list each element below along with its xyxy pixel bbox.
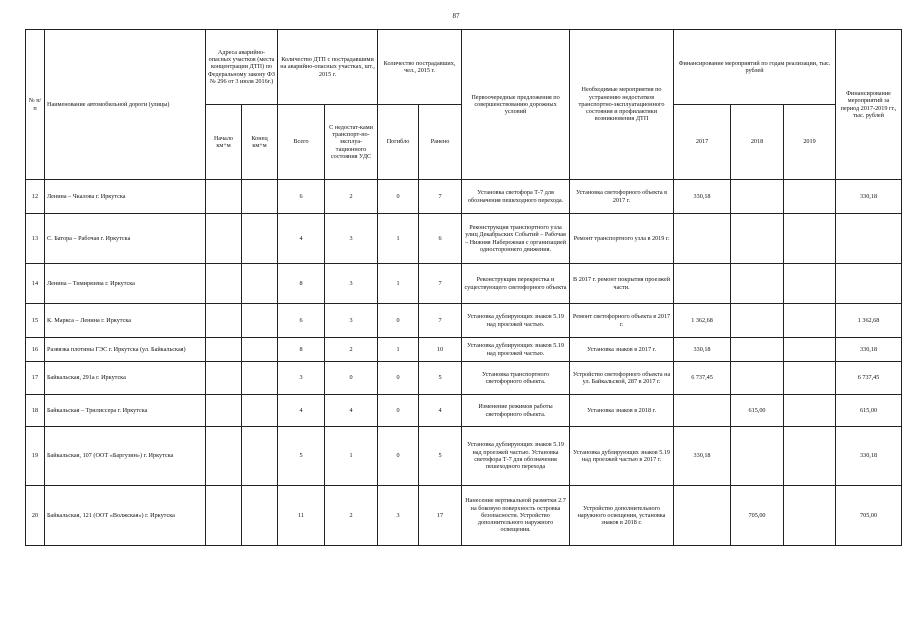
page-number: 87 [452, 12, 460, 20]
cell-dtp-total: 4 [278, 395, 325, 427]
cell-2017: 330,18 [674, 427, 731, 486]
cell-measure: Ремонт транспортного узла в 2019 г. [570, 214, 674, 264]
cell-measure: Установка знаков в 2018 г. [570, 395, 674, 427]
cell-funding-total: 615,00 [836, 395, 902, 427]
cell-end [242, 214, 278, 264]
cell-num: 20 [26, 486, 45, 546]
cell-measure: Установка светофорного объекта в 2017 г. [570, 180, 674, 214]
cell-proposal: Установка дублирующих знаков 5.19 над проезжей частью. Установка светофора Т-7 для обозначения пешеходного перехода [462, 427, 570, 486]
cell-proposal: Установка транспортного светофорного объекта. [462, 362, 570, 395]
cell-injured: 7 [419, 180, 462, 214]
cell-num: 17 [26, 362, 45, 395]
cell-start [206, 214, 242, 264]
cell-killed: 0 [378, 180, 419, 214]
cell-end [242, 362, 278, 395]
cell-road: Байкальская, 291а г. Иркутска [45, 362, 206, 395]
cell-2018 [731, 214, 784, 264]
header-killed: Погибло [378, 105, 419, 180]
header-dtp-total: Всего [278, 105, 325, 180]
cell-2018 [731, 304, 784, 338]
cell-num: 16 [26, 338, 45, 362]
cell-2019 [784, 362, 836, 395]
header-proposals: Первоочередные предложения по совершенствованию дорожных условий [462, 30, 570, 180]
cell-killed: 1 [378, 264, 419, 304]
cell-dtp-uds: 3 [325, 304, 378, 338]
cell-measure: Установка знаков в 2017 г. [570, 338, 674, 362]
cell-num: 18 [26, 395, 45, 427]
table-row [26, 362, 902, 395]
cell-road: Байкальская, 121 (ООТ «Волжская») г. Иркутска [45, 486, 206, 546]
header-2017: 2017 [674, 105, 731, 180]
cell-dtp-uds: 2 [325, 338, 378, 362]
cell-funding-total: 6 737,45 [836, 362, 902, 395]
cell-dtp-uds: 2 [325, 180, 378, 214]
cell-road: С. Батора – Рабочая г. Иркутска [45, 214, 206, 264]
header-2019: 2019 [784, 105, 836, 180]
cell-funding-total: 330,18 [836, 180, 902, 214]
header-measures: Необходимые мероприятия по устранению недостатков транспортно-эксплуатационного состояния и профилактики возникновения ДТП [570, 30, 674, 180]
cell-measure: Устройство светофорного объекта на ул. Байкальской, 287 в 2017 г. [570, 362, 674, 395]
header-2018: 2018 [731, 105, 784, 180]
cell-2017 [674, 486, 731, 546]
table-row [26, 395, 902, 427]
cell-road: Ленина – Тимирязева г. Иркутска [45, 264, 206, 304]
cell-dtp-uds: 0 [325, 362, 378, 395]
cell-num: 12 [26, 180, 45, 214]
cell-proposal: Установка светофора Т-7 для обозначения пешеходного перехода. [462, 180, 570, 214]
cell-road: Ленина – Чкалова г. Иркутска [45, 180, 206, 214]
cell-start [206, 427, 242, 486]
table-row [26, 486, 902, 546]
cell-measure: В 2017 г. ремонт покрытия проезжей части. [570, 264, 674, 304]
cell-end [242, 264, 278, 304]
table-row [26, 264, 902, 304]
cell-start [206, 338, 242, 362]
accident-sites-table [25, 29, 902, 546]
header-dtp-uds: С недостат-ками транспорт-но-эксплуа-тационного состояния УДС [325, 105, 378, 180]
cell-2017 [674, 214, 731, 264]
cell-funding-total [836, 264, 902, 304]
cell-2019 [784, 395, 836, 427]
cell-measure: Установка дублирующих знаков 5.19 над проезжей частью в 2017 г. [570, 427, 674, 486]
cell-2018 [731, 362, 784, 395]
cell-funding-total: 1 362,68 [836, 304, 902, 338]
cell-2017 [674, 395, 731, 427]
cell-2019 [784, 338, 836, 362]
cell-2017: 6 737,45 [674, 362, 731, 395]
cell-injured: 6 [419, 214, 462, 264]
cell-2017: 330,18 [674, 338, 731, 362]
cell-funding-total [836, 214, 902, 264]
cell-dtp-uds: 3 [325, 264, 378, 304]
cell-start [206, 304, 242, 338]
table-row [26, 180, 902, 214]
cell-dtp-total: 11 [278, 486, 325, 546]
cell-proposal: Реконструкция транспортного узла улиц Декабрьских Событий – Рабочая – Нижняя Набережная с организацией одностороннего движения. [462, 214, 570, 264]
cell-2018: 615,00 [731, 395, 784, 427]
header-dtp-count: Количество ДТП с пострадавшими на аварийно-опасных участках, шт., 2015 г. [278, 30, 378, 105]
cell-end [242, 486, 278, 546]
header-address: Адреса аварийно-опасных участков (места концентрации ДТП) по Федеральному закону ФЗ № 296 от 3 июля 2016г.) [206, 30, 278, 105]
header-funding-total: Финансирование мероприятий за период 2017-2019 гг., тыс. рублей [836, 30, 902, 180]
cell-num: 19 [26, 427, 45, 486]
cell-funding-total: 330,18 [836, 427, 902, 486]
cell-2018: 705,00 [731, 486, 784, 546]
cell-killed: 0 [378, 427, 419, 486]
cell-road: К. Маркса – Ленина г. Иркутска [45, 304, 206, 338]
header-row-1 [26, 30, 902, 105]
cell-injured: 10 [419, 338, 462, 362]
cell-road: Развязка плотины ГЭС г. Иркутска (ул. Байкальская) [45, 338, 206, 362]
cell-end [242, 338, 278, 362]
table-row [26, 304, 902, 338]
table-row [26, 214, 902, 264]
cell-num: 14 [26, 264, 45, 304]
cell-dtp-total: 6 [278, 304, 325, 338]
cell-killed: 0 [378, 395, 419, 427]
table-row [26, 427, 902, 486]
cell-dtp-uds: 2 [325, 486, 378, 546]
cell-killed: 1 [378, 214, 419, 264]
cell-proposal: Установка дублирующих знаков 5.19 над проезжей частью. [462, 338, 570, 362]
cell-dtp-total: 6 [278, 180, 325, 214]
cell-start [206, 264, 242, 304]
cell-start [206, 486, 242, 546]
cell-2019 [784, 427, 836, 486]
cell-dtp-uds: 1 [325, 427, 378, 486]
cell-2019 [784, 180, 836, 214]
cell-2017: 1 362,68 [674, 304, 731, 338]
cell-measure: Ремонт светофорного объекта в 2017 г. [570, 304, 674, 338]
cell-2019 [784, 214, 836, 264]
cell-injured: 17 [419, 486, 462, 546]
cell-dtp-total: 3 [278, 362, 325, 395]
cell-killed: 1 [378, 338, 419, 362]
cell-num: 13 [26, 214, 45, 264]
cell-num: 15 [26, 304, 45, 338]
header-injured: Ранено [419, 105, 462, 180]
cell-injured: 7 [419, 264, 462, 304]
cell-end [242, 427, 278, 486]
cell-2018 [731, 427, 784, 486]
header-funding: Финансирование мероприятий по годам реализации, тыс. рублей [674, 30, 836, 105]
cell-dtp-total: 8 [278, 264, 325, 304]
cell-injured: 5 [419, 427, 462, 486]
header-end: Конец км+м [242, 105, 278, 180]
cell-dtp-uds: 3 [325, 214, 378, 264]
cell-killed: 3 [378, 486, 419, 546]
cell-injured: 5 [419, 362, 462, 395]
cell-dtp-uds: 4 [325, 395, 378, 427]
cell-road: Байкальская, 107 (ООТ «Баргузин») г. Иркутска [45, 427, 206, 486]
cell-dtp-total: 4 [278, 214, 325, 264]
cell-end [242, 304, 278, 338]
cell-funding-total: 705,00 [836, 486, 902, 546]
cell-proposal: Установка дублирующих знаков 5.19 над проезжей частью. [462, 304, 570, 338]
cell-measure: Устройство дополнительного наружного освещения, установка знаков в 2018 г. [570, 486, 674, 546]
cell-start [206, 395, 242, 427]
header-start: Начало км+м [206, 105, 242, 180]
table-row [26, 338, 902, 362]
cell-proposal: Реконструкция перекрестка и существующего светофорного объекта [462, 264, 570, 304]
cell-2018 [731, 180, 784, 214]
cell-2018 [731, 338, 784, 362]
cell-proposal: Нанесение вертикальной разметки 2.7 на боковую поверхность островка безопасности. Устройство дополнительного наружного освещения. [462, 486, 570, 546]
cell-2019 [784, 486, 836, 546]
cell-injured: 4 [419, 395, 462, 427]
cell-start [206, 362, 242, 395]
cell-dtp-total: 8 [278, 338, 325, 362]
cell-2018 [731, 264, 784, 304]
cell-injured: 7 [419, 304, 462, 338]
cell-2019 [784, 304, 836, 338]
cell-2017: 330,18 [674, 180, 731, 214]
cell-funding-total: 330,18 [836, 338, 902, 362]
cell-dtp-total: 5 [278, 427, 325, 486]
cell-killed: 0 [378, 362, 419, 395]
cell-end [242, 180, 278, 214]
cell-road: Байкальская – Трилиссера г. Иркутска [45, 395, 206, 427]
header-victims: Количество пострадавших, чел., 2015 г. [378, 30, 462, 105]
cell-start [206, 180, 242, 214]
header-num: № п/п [26, 30, 45, 180]
header-road: Наименование автомобильной дороги (улицы) [45, 30, 206, 180]
cell-killed: 0 [378, 304, 419, 338]
cell-proposal: Изменение режимов работы светофорного объекта. [462, 395, 570, 427]
cell-2017 [674, 264, 731, 304]
cell-2019 [784, 264, 836, 304]
cell-end [242, 395, 278, 427]
